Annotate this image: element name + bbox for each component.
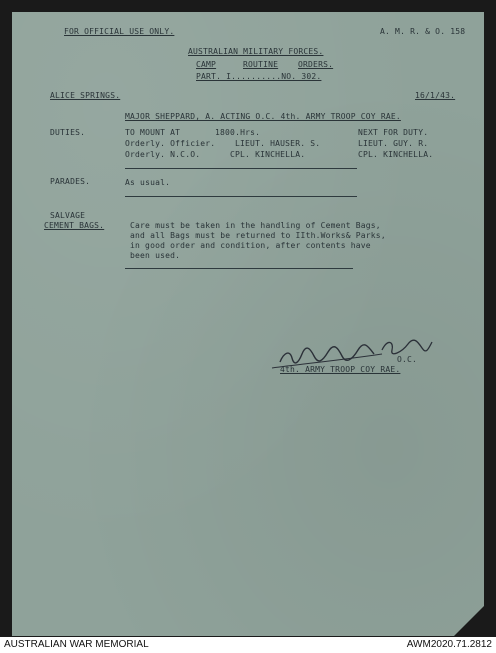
salvage-line: Care must be taken in the handling of Cement Bags,: [130, 221, 381, 230]
part-number: PART. I..........NO. 302.: [196, 72, 322, 81]
next-duty-nco: CPL. KINCHELLA.: [358, 150, 434, 159]
parades-label: PARADES.: [50, 177, 91, 186]
next-duty-officer: LIEUT. GUY. R.: [358, 139, 429, 148]
signature-unit: 4th. ARMY TROOP COY RAE.: [280, 365, 401, 374]
salvage-line: and all Bags must be returned to IIth.Works& Parks,: [130, 231, 386, 240]
salvage-line: been used.: [130, 251, 181, 260]
duty-officer-name: LIEUT. HAUSER. S.: [235, 139, 321, 148]
date: 16/1/43.: [415, 91, 456, 100]
footer-institution: AUSTRALIAN WAR MEMORIAL: [4, 639, 149, 650]
title-camp: CAMP: [196, 60, 217, 69]
footer-accession-number: AWM2020.71.2812: [406, 639, 492, 650]
salvage-line: in good order and condition, after contents have: [130, 241, 371, 250]
duty-time: 1800.Hrs.: [215, 128, 261, 137]
divider: [125, 168, 357, 169]
torn-corner: [453, 605, 485, 637]
footer-bar: [0, 637, 496, 653]
duty-orderly-nco: Orderly. N.C.O.: [125, 150, 201, 159]
divider: [125, 196, 357, 197]
signature-oc: O.C.: [397, 355, 418, 364]
forces-title: AUSTRALIAN MILITARY FORCES.: [188, 47, 324, 56]
classification: FOR OFFICIAL USE ONLY.: [64, 27, 175, 36]
title-orders: ORDERS.: [298, 60, 334, 69]
parades-text: As usual.: [125, 178, 171, 187]
place: ALICE SPRINGS.: [50, 91, 121, 100]
divider: [125, 268, 353, 269]
salvage-label: SALVAGE: [50, 211, 86, 220]
cement-bags-label: CEMENT BAGS.: [44, 221, 105, 230]
duty-orderly-officer: Orderly. Officier.: [125, 139, 216, 148]
title-routine: ROUTINE: [243, 60, 279, 69]
duty-nco-name: CPL. KINCHELLA.: [230, 150, 306, 159]
duties-label: DUTIES.: [50, 128, 86, 137]
document-sheet: [12, 12, 484, 636]
next-duty-label: NEXT FOR DUTY.: [358, 128, 429, 137]
duty-mount: TO MOUNT AT: [125, 128, 181, 137]
order-reference: A. M. R. & O. 158: [380, 27, 466, 36]
officer-line: MAJOR SHEPPARD, A. ACTING O.C. 4th. ARMY TROOP COY RAE.: [125, 112, 401, 121]
